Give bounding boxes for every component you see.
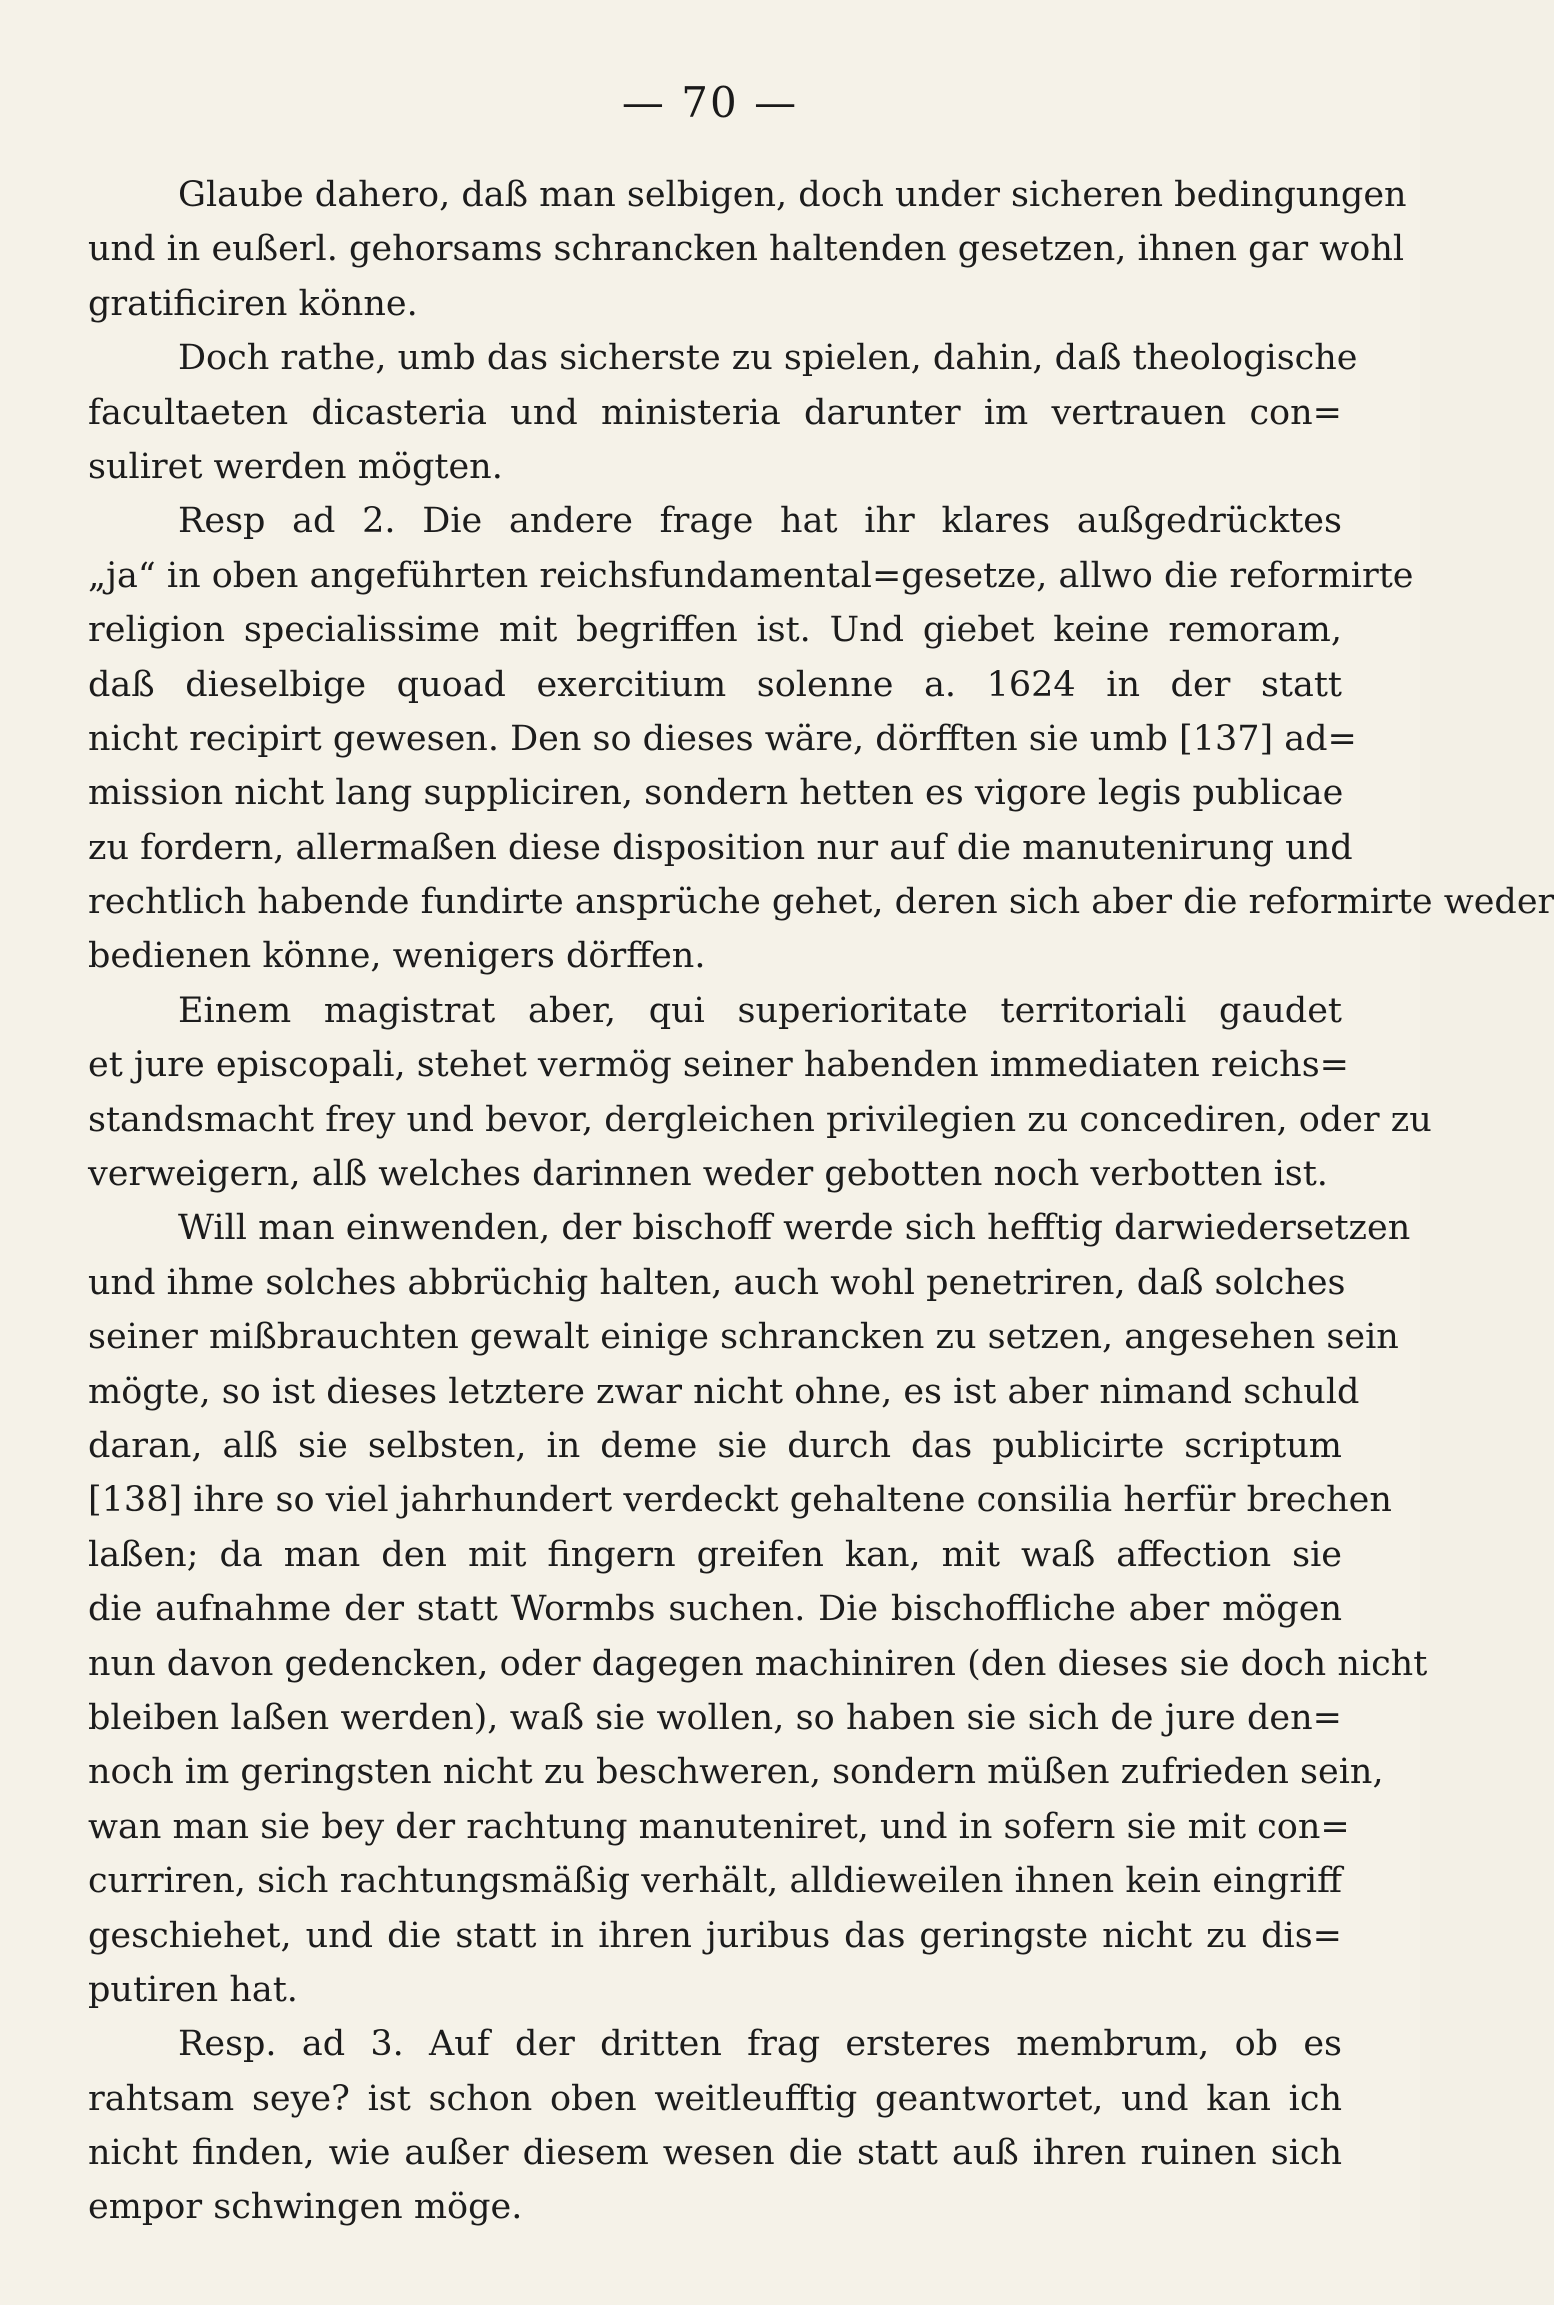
text-line: Doch rathe, umb das sicherste zu spielen, dahin, daß theologische <box>178 338 1358 379</box>
text-line: bedienen könne, wenigers dörffen. <box>88 936 706 977</box>
text-line: geschiehet, und die statt in ihren juribus das geringste nicht zu dis= <box>88 1915 1342 1956</box>
text-line: rechtlich habende fundirte ansprüche gehet, deren sich aber die reformirte weder <box>88 882 1554 923</box>
body-text <box>88 168 1554 2235</box>
text-line: nicht finden, wie außer diesem wesen die statt auß ihren ruinen sich <box>88 2133 1342 2174</box>
text-line: curriren, sich rachtungsmäßig verhält, alldieweilen ihnen kein eingriff <box>88 1861 1342 1902</box>
text-line: nicht recipirt gewesen. Den so dieses wäre, dörfften sie umb [137] ad= <box>88 718 1357 759</box>
text-line: verweigern, alß welches darinnen weder gebotten noch verbotten ist. <box>88 1154 1328 1195</box>
text-line: standsmacht frey und bevor, dergleichen privilegien zu concediren, oder zu <box>88 1099 1432 1140</box>
text-line: [138] ihre so viel jahrhundert verdeckt gehaltene consilia herfür brechen <box>88 1480 1392 1521</box>
text-line: religion specialissime mit begriffen ist. Und giebet keine remoram, <box>88 610 1342 651</box>
text-line: et jure episcopali, stehet vermög seiner habenden immediaten reichs= <box>88 1045 1350 1086</box>
text-line: daran, alß sie selbsten, in deme sie durch das publicirte scriptum <box>88 1425 1342 1466</box>
text-line: und in eußerl. gehorsams schrancken haltenden gesetzen, ihnen gar wohl <box>88 229 1405 270</box>
page-number: — 70 — <box>621 78 799 127</box>
text-line: Einem magistrat aber, qui superioritate territoriali gaudet <box>178 990 1342 1031</box>
text-line: facultaeten dicasteria und ministeria darunter im vertrauen con= <box>88 392 1342 433</box>
text-line: die aufnahme der statt Wormbs suchen. Die bischoffliche aber mögen <box>88 1589 1342 1630</box>
text-line: mögte, so ist dieses letztere zwar nicht ohne, es ist aber nimand schuld <box>88 1371 1360 1412</box>
text-line: noch im geringsten nicht zu beschweren, sondern müßen zufrieden sein, <box>88 1752 1384 1793</box>
text-line: bleiben laßen werden), waß sie wollen, so haben sie sich de jure den= <box>88 1697 1342 1738</box>
text-line: rahtsam seye? ist schon oben weitleufftig geantwortet, und kan ich <box>88 2078 1342 2119</box>
text-line: gratificiren könne. <box>88 283 418 324</box>
text-line: seiner mißbrauchten gewalt einige schrancken zu setzen, angesehen sein <box>88 1317 1399 1358</box>
text-line: nun davon gedencken, oder dagegen machiniren (den dieses sie doch nicht <box>88 1643 1428 1684</box>
text-line: mission nicht lang suppliciren, sondern hetten es vigore legis publicae <box>88 773 1344 814</box>
text-line: empor schwingen möge. <box>88 2187 523 2228</box>
text-line: laßen; da man den mit fingern greifen kan, mit waß affection sie <box>88 1534 1342 1575</box>
text-line: und ihme solches abbrüchig halten, auch wohl penetriren, daß solches <box>88 1262 1346 1303</box>
text-line: zu fordern, allermaßen diese disposition nur auf die manutenirung und <box>88 827 1353 868</box>
text-line: daß dieselbige quoad exercitium solenne a. 1624 in der statt <box>88 664 1342 705</box>
text-line: Glaube dahero, daß man selbigen, doch under sicheren bedingungen <box>178 175 1407 215</box>
text-line: Will man einwenden, der bischoff werde sich hefftig darwiedersetzen <box>178 1208 1411 1249</box>
text-line: putiren hat. <box>88 1969 298 2010</box>
text-line: wan man sie bey der rachtung manuteniret, und in sofern sie mit con= <box>88 1806 1350 1847</box>
text-line: suliret werden mögten. <box>88 446 503 487</box>
text-line: Resp ad 2. Die andere frage hat ihr klares außgedrücktes <box>178 501 1342 542</box>
text-line: „ja“ in oben angeführten reichsfundamental=gesetze, allwo die reformirte <box>88 555 1414 596</box>
text-line: Resp. ad 3. Auf der dritten frag ersteres membrum, ob es <box>178 2024 1342 2065</box>
